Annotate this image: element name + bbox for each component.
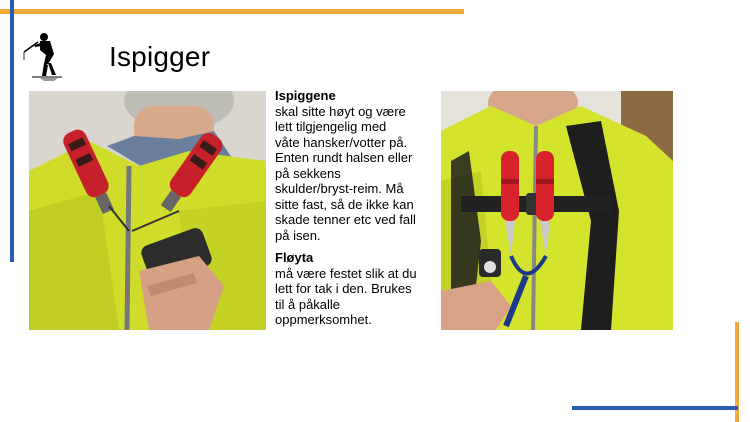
section-body-ispiggene: skal sitte høyt og være lett tilgjengelig med våte hansker/votter på. Enten rundt halsen eller på sekkens skulder/bryst-reim. Må sitte fast, så de ikke kan skade tenner etc ved fall på isen.: [275, 103, 416, 243]
slide-title: Ispigger: [109, 41, 211, 72]
section-body-floyta: må være festet slik at du lett for tak i den. Brukes til å påkalle oppmerksomhet.: [275, 265, 417, 327]
left-accent-bar: [10, 0, 14, 262]
photo-ice-picks-on-backpack-strap: [441, 91, 673, 330]
text-content: [275, 88, 440, 335]
bottom-accent-bar: [572, 406, 738, 410]
ice-fisher-figure-icon: [22, 30, 72, 82]
top-accent-bar: [0, 9, 464, 14]
section-heading-floyta: Fløyta: [275, 250, 314, 265]
section-heading-ispiggene: Ispiggene: [275, 88, 336, 103]
photo-ice-picks-around-neck: [29, 91, 266, 330]
